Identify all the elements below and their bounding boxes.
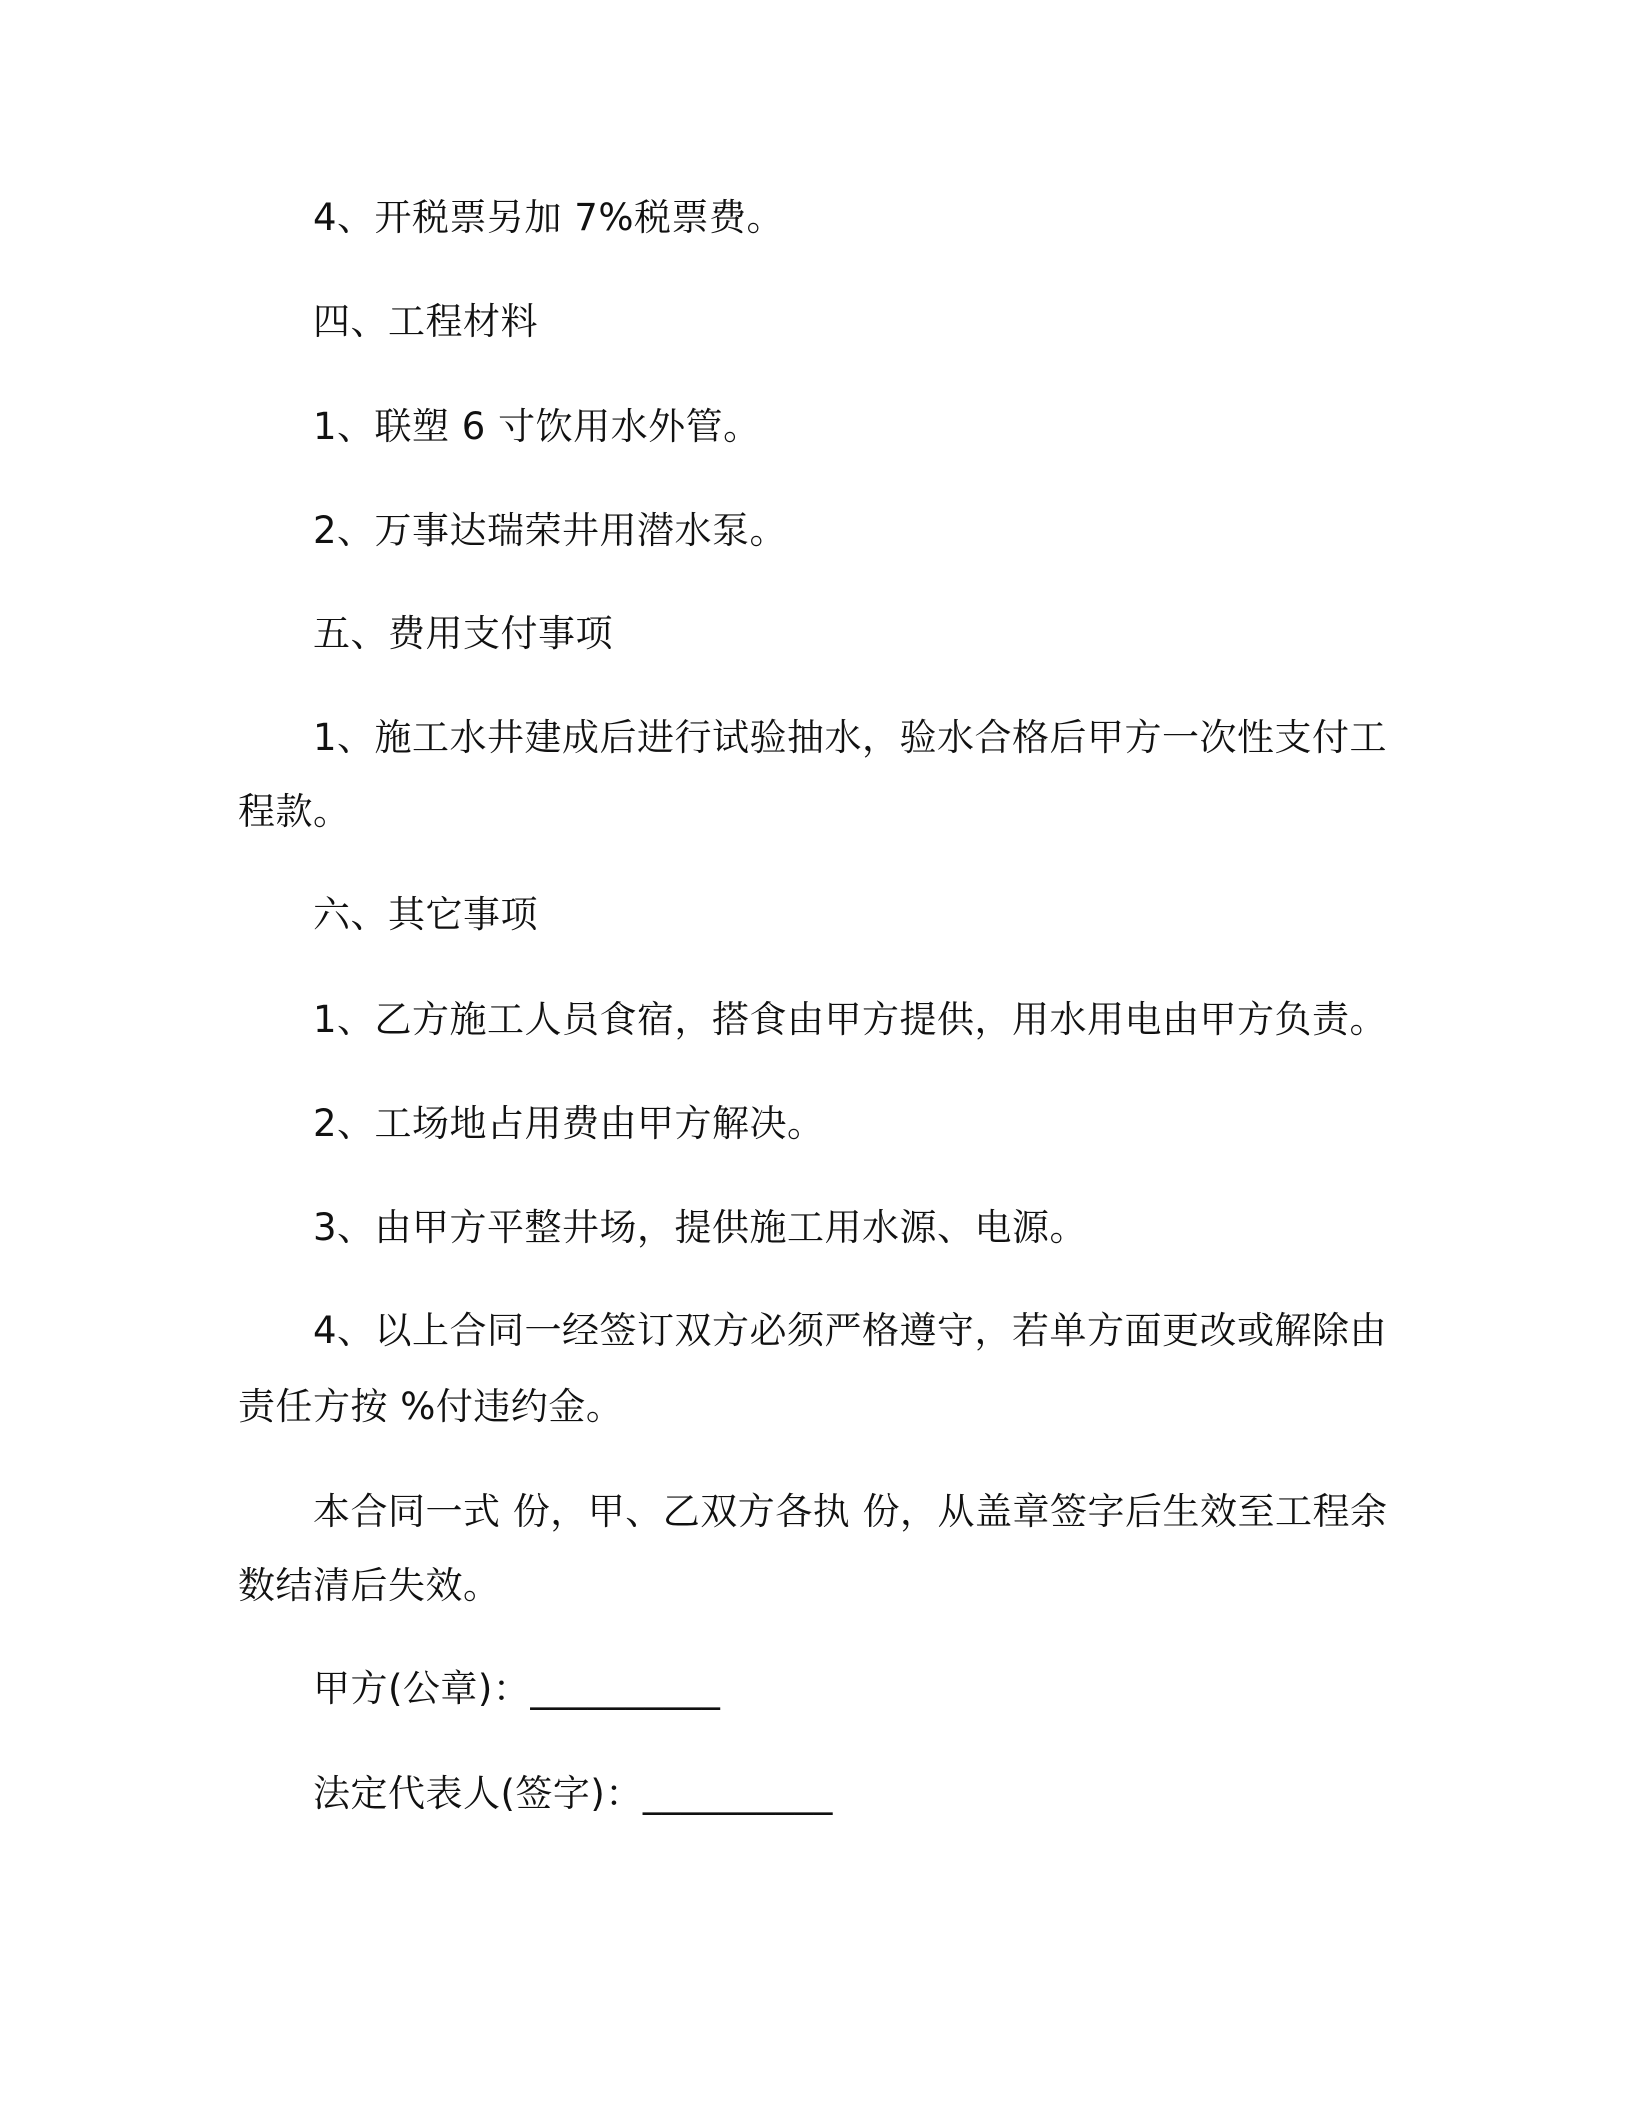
section-heading-materials: 四、工程材料: [313, 300, 538, 343]
payment-clause-line-2: 程款。: [238, 790, 351, 833]
material-item-pipe: 1、联塑 6 寸饮用水外管。: [313, 405, 761, 448]
copies-clause-line-1: 本合同一式 份，甲、乙双方各执 份，从盖章签字后生效至工程余: [313, 1490, 1388, 1533]
material-item-pump: 2、万事达瑞荣井用潜水泵。: [313, 509, 788, 552]
other-clause-4-line-1: 4、以上合同一经签订双方必须严格遵守，若单方面更改或解除由: [313, 1309, 1388, 1352]
copies-clause-line-2: 数结清后失效。: [238, 1564, 501, 1607]
legal-representative-signature-line: 法定代表人(签字)：__________: [313, 1772, 833, 1815]
other-clause-4-line-2: 责任方按 %付违约金。: [238, 1385, 624, 1428]
other-clause-3: 3、由甲方平整井场，提供施工用水源、电源。: [313, 1206, 1088, 1249]
section-heading-other: 六、其它事项: [313, 893, 538, 936]
other-clause-1: 1、乙方施工人员食宿，搭食由甲方提供，用水用电由甲方负责。: [313, 998, 1388, 1041]
tax-invoice-clause: 4、开税票另加 7%税票费。: [313, 196, 784, 239]
party-a-seal-line: 甲方(公章)：__________: [313, 1667, 721, 1710]
other-clause-2: 2、工场地占用费由甲方解决。: [313, 1102, 825, 1145]
payment-clause-line-1: 1、施工水井建成后进行试验抽水，验水合格后甲方一次性支付工: [313, 716, 1388, 759]
section-heading-payment: 五、费用支付事项: [313, 612, 613, 655]
